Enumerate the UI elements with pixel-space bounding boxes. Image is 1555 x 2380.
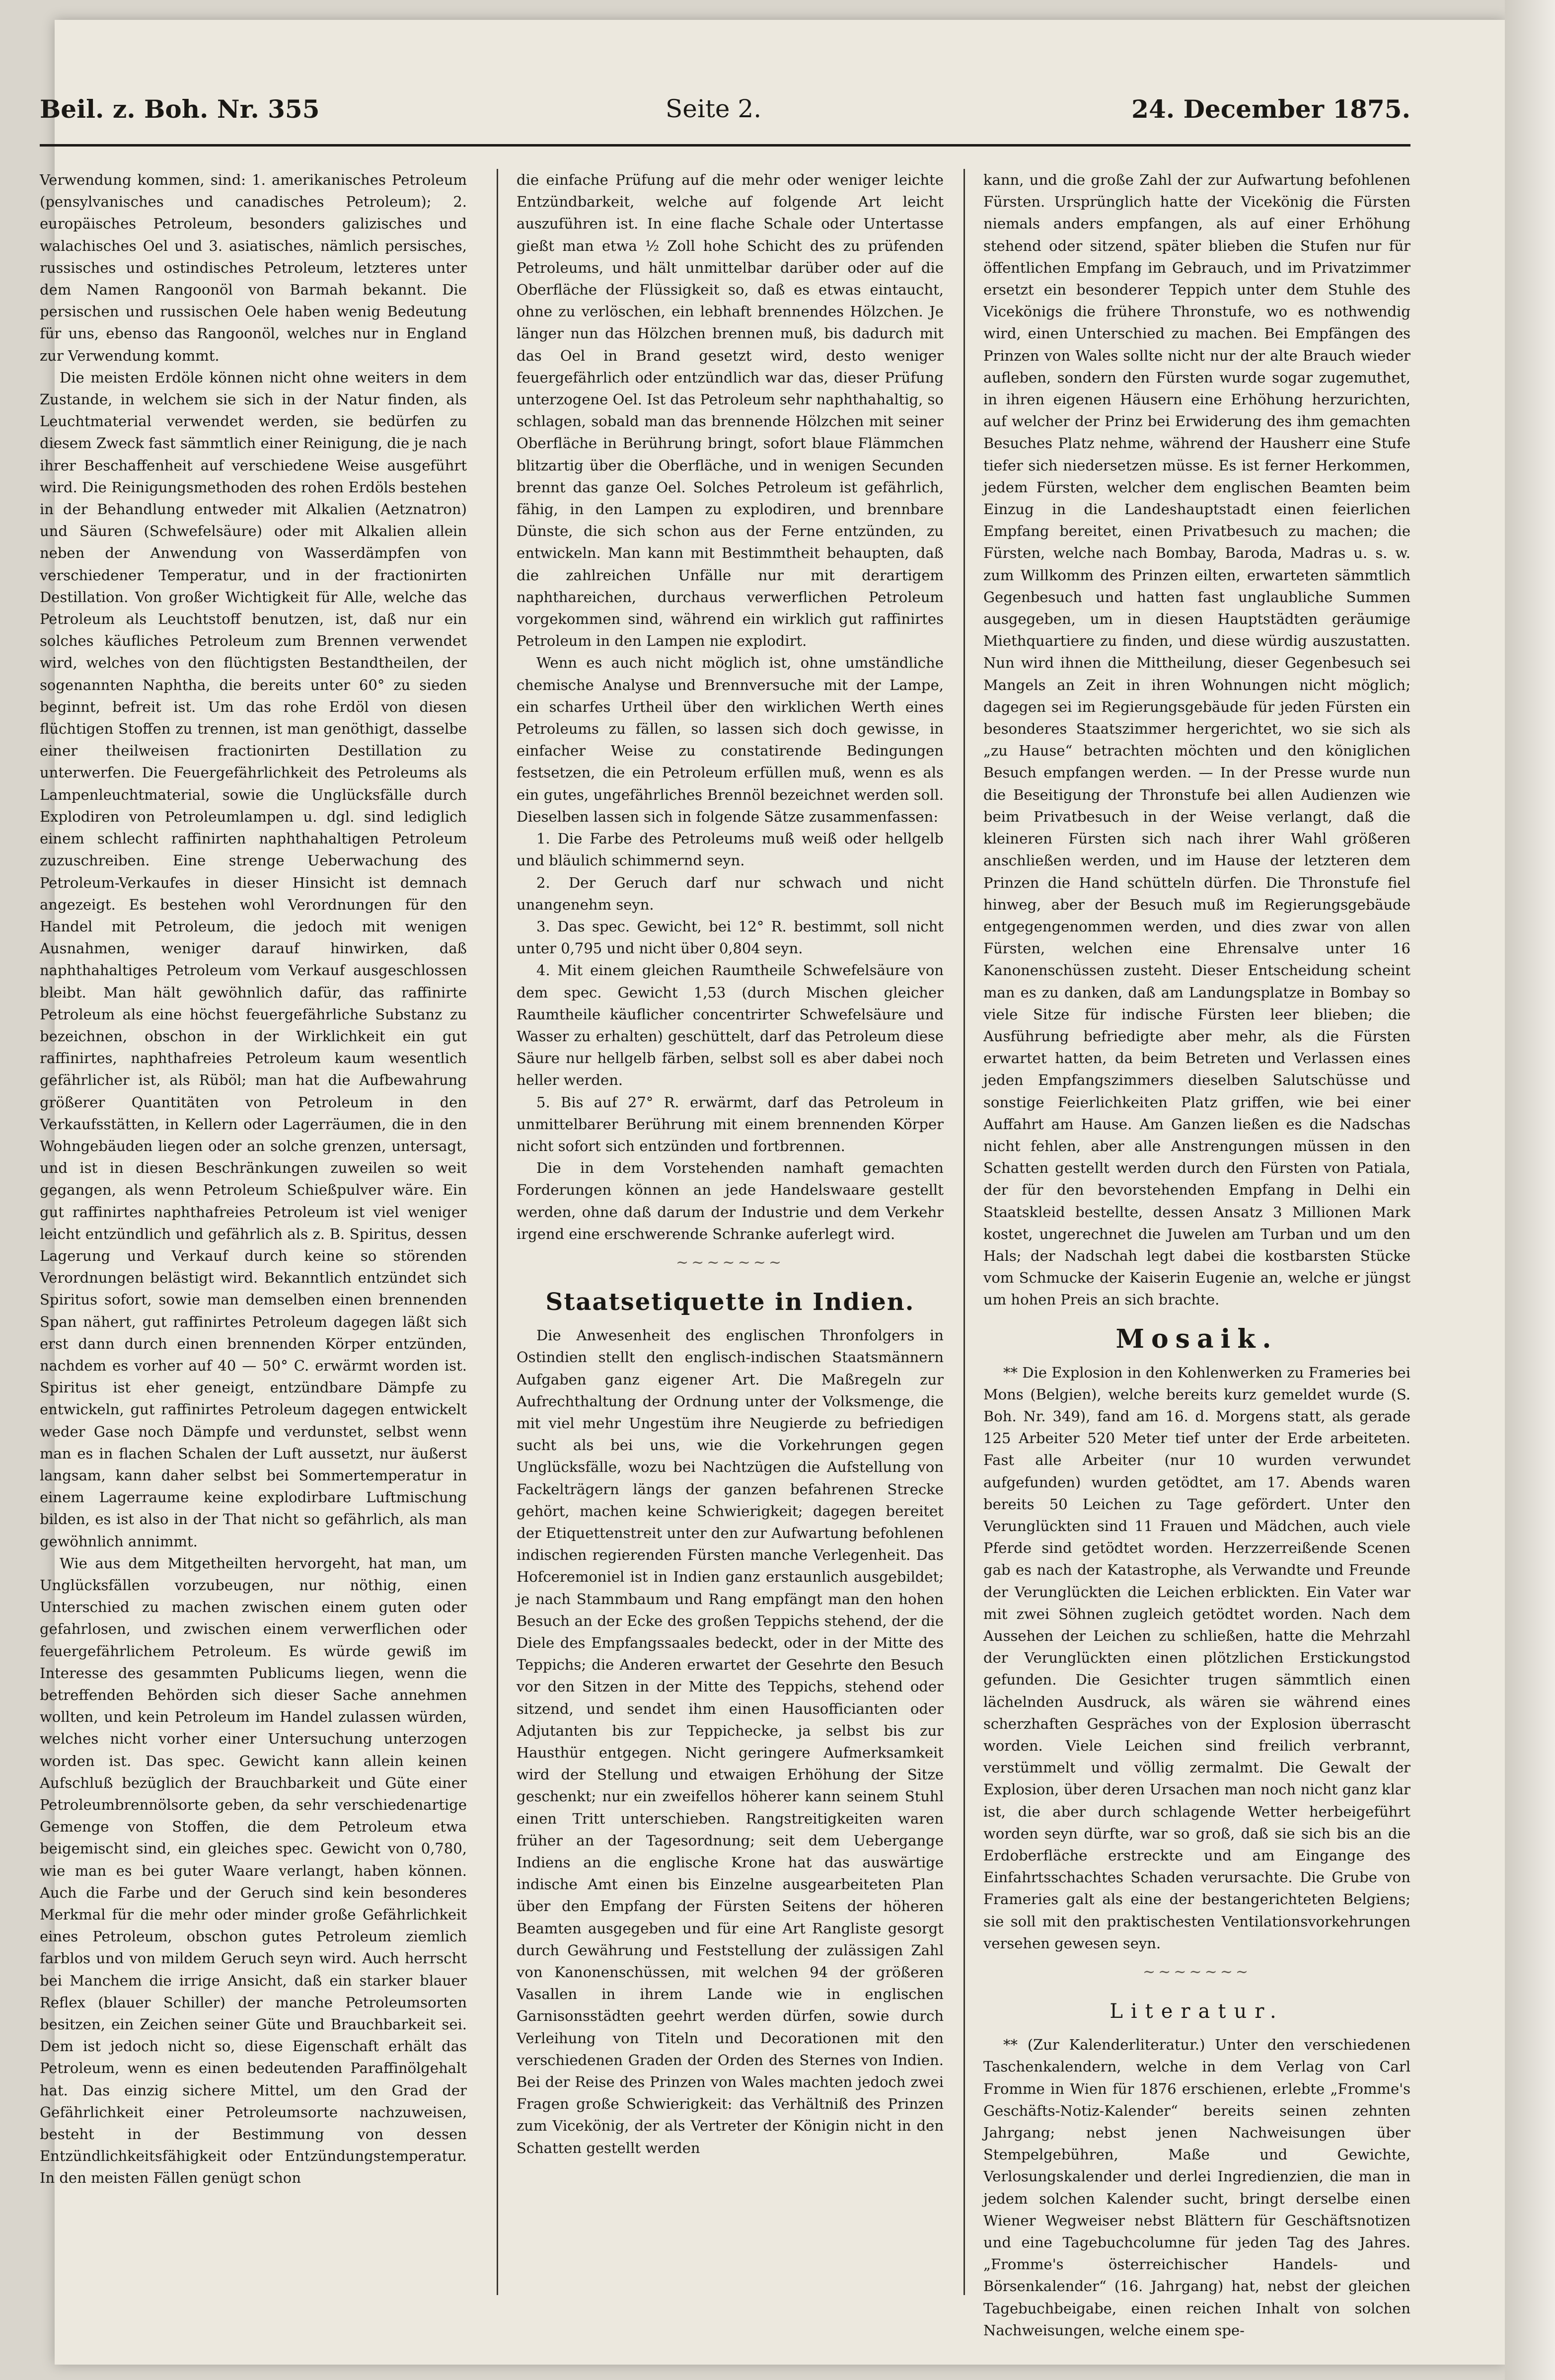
- article-paragraph: ** Die Explosion in den Kohlenwerken zu Frameries bei Mons (Belgien), welche bereits kurz gemeldet wurde (S. Boh. Nr. 349), fand am 16. d. Morgens statt, als gerade 125 Arbeiter 520 Meter tief unter der Erde arbeiteten. Fast alle Arbeiter (nur 10 wurden verwundet aufgefunden) wurden getödtet, am 17. Abends waren bereits 50 Leichen zu Tage gefördert. Unter den Verunglückten sind 11 Frauen und Mädchen, auch viele Pferde sind getödtet worden. Herzzerreißende Scenen gab es nach der Katastrophe, als Verwandte und Freunde der Verunglückten die Leichen erblickten. Ein Vater war mit zwei Söhnen zugleich getödtet worden. Nach dem Aussehen der Leichen zu schließen, hatte die Mehrzahl der Verunglückten einen plötzlichen Erstickungstod gefunden. Die Gesichter trugen sämmtlich einen lächelnden Ausdruck, als wären sie während eines scherzhaften Gespräches von der Explosion überrascht worden. Viele Leichen sind freilich verbrannt, verstümmelt und völlig zermalmt. Die Gewalt der Explosion, über deren Ursachen man noch nicht ganz klar ist, die aber durch schlagende Wetter herbeigeführt worden seyn dürfte, war so groß, daß sie sich bis an die Erdoberfläche erstreckte und am Eingange des Einfahrtsschachtes Schaden verursachte. Die Grube von Frameries galt als eine der bestangerichteten Belgiens; sie soll mit den praktischesten Ventilationsvorkehrungen versehen gewesen seyn.: [983, 1364, 1410, 1952]
- page-number: Seite 2.: [666, 94, 762, 123]
- section-ornament: ~~~~~~~: [1143, 1963, 1251, 1981]
- article-paragraph: Verwendung kommen, sind: 1. amerikanisches Petroleum (pensylvanisches und canadisches Petroleum); 2. europäisches Petroleum, besonders galizisches und walachisches Oel und 3. asiatisches, nämlich persisches, russisches und ostindisches Petroleum, letzteres unter dem Namen Rangoonöl von Barmah bekannt. Die persischen und russischen Oele haben wenig Bedeutung für uns, ebenso das Rangoonöl, welches nur in England zur Verwendung kommt.: [40, 171, 467, 364]
- column-3: [983, 169, 1410, 2339]
- article-paragraph: Wenn es auch nicht möglich ist, ohne umständliche chemische Analyse und Brennversuche mit der Lampe, ein scharfes Urtheil über den wirklichen Werth eines Petroleums zu fällen, so lassen sich doch gewisse, in einfacher Weise zu constatirende Bedingungen festsetzen, die ein Petroleum erfüllen muß, wenn es als ein gutes, ungefährliches Brennöl bezeichnet werden soll. Dieselben lassen sich in folgende Sätze zusammenfassen:: [517, 654, 944, 825]
- article-paragraph: kann, und die große Zahl der zur Aufwartung befohlenen Fürsten. Ursprünglich hatte der Vicekönig die Fürsten niemals anders empfangen, als auf einer Erhöhung stehend oder sitzend, später blieben die Stufen nur für öffentlichen Empfang im Gebrauch, und im Privatzimmer ersetzt ein besonderer Teppich unter dem Stuhle des Vicekönigs die frühere Thronstufe, wo es nothwendig wird, einen Unterschied zu machen. Bei Empfängen des Prinzen von Wales sollte nicht nur der alte Brauch wieder aufleben, sondern den Fürsten wurde sogar zugemuthet, in ihren eigenen Häusern eine Erhöhung herzurichten, auf welcher der Prinz bei Erwiderung des ihm gemachten Besuches Platz nehme, während der Hausherr eine Stufe tiefer sich niedersetzen müsse. Es ist ferner Herkommen, jedem Fürsten, welcher dem englischen Beamten beim Einzug in die Landeshauptstadt einen feierlichen Empfang bereitet, einen Privatbesuch zu machen; die Fürsten, welche nach Bombay, Baroda, Madras u. s. w. zum Willkomm des Prinzen eilten, erwarteten sämmtlich Gegenbesuch und hatten fast unglaubliche Summen ausgegeben, um in diesen Hauptstädten geräumige Miethquartiere zu finden, und diese würdig auszustatten. Nun wird ihnen die Mittheilung, dieser Gegenbesuch sei Mangels an Zeit in ihren Wohnungen nicht möglich; dagegen sei im Regierungsgebäude für jeden Fürsten ein besonderes Staatszimmer hergerichtet, wo sie sich als „zu Hause“ betrachten möchten und den königlichen Besuch empfangen werden. — In der Presse wurde nun die Beseitigung der Thronstufe bei allen Audienzen wie beim Privatbesuch in der Weise verlangt, daß die kleineren Fürsten sich nach ihrer Wahl größeren anschließen werden, und im Hause der letzteren dem Prinzen die Hand schütteln dürfen. Die Thronstufe fiel hinweg, aber der Besuch muß im Regierungsgebäude entgegengenommen werden, und dies zwar von allen Fürsten, welchen eine Ehrensalve unter 16 Kanonenschüssen zusteht. Dieser Entscheidung scheint man es zu danken, daß am Landungsplatze in Bombay so viele Sitze für indische Fürsten leer blieben; die Ausführung befriedigte aber mehr, als die Fürsten erwartet hatten, da beim Betreten und Verlassen eines jeden Empfangszimmers dieselben Salutschüsse und sonstige Feierlichkeiten Platz griffen, wie bei einer Auffahrt am Hause. Am Ganzen ließen es die Nadschas nicht fehlen, aber alle Anstrengungen müssen in den Schatten gestellt werden durch den Fürsten von Patiala, der für den bevorstehenden Empfang in Delhi ein Staatskleid bestellte, dessen Ansatz 3 Millionen Mark kostet, ungerechnet die Juwelen am Turban und um den Hals; der Nadschah legt dabei die kostbarsten Stücke vom Schmucke der Kaiserin Eugenie an, welche er jüngst um hohen Preis an sich brachte.: [983, 171, 1410, 1308]
- list-item: 1. Die Farbe des Petroleums muß weiß oder hellgelb und bläulich schimmernd seyn.: [517, 830, 944, 869]
- article-paragraph: die einfache Prüfung auf die mehr oder weniger leichte Entzündbarkeit, welche auf folgende Art leicht auszuführen ist. In eine flache Schale oder Untertasse gießt man etwa ½ Zoll hohe Schicht des zu prüfenden Petroleums, und hält unmittelbar darüber oder auf die Oberfläche der Flüssigkeit so, daß es etwas eintaucht, ohne zu verlöschen, ein lebhaft brennendes Hölzchen. Je länger nun das Hölzchen brennen muß, bis dadurch mit das Oel in Brand gesetzt wird, desto weniger feuergefährlich oder entzündlich war das, dieser Prüfung unterzogene Oel. Ist das Petroleum sehr naphthahaltig, so schlagen, sobald man das brennende Hölzchen mit seiner Oberfläche in Berührung bringt, sofort blaue Flämmchen blitzartig über die Oberfläche, und in wenigen Secunden brennt das ganze Oel. Solches Petroleum ist gefährlich, fähig, in den Lampen zu explodiren, und brennbare Dünste, die sich schon aus der Ferne entzünden, zu entwickeln. Man kann mit Bestimmtheit behaupten, daß die zahlreichen Unfälle nur mit derartigem naphthareichen, durchaus verwerflichen Petroleum vorgekommen sind, während ein wirklich gut raffinirtes Petroleum in den Lampen nie explodirt.: [517, 171, 944, 650]
- supplement-label: Beil. z. Boh. Nr. 355: [40, 94, 320, 124]
- list-item: 4. Mit einem gleichen Raumtheile Schwefelsäure von dem spec. Gewicht 1,53 (durch Mischen gleicher Raumtheile käuflicher concentrirter Schwefelsäure und Wasser zu erhalten) geschüttelt, darf das Petroleum diese Säure nur hellgelb färben, selbst soll es aber dabei noch heller werden.: [517, 962, 944, 1089]
- column-divider: [497, 169, 498, 2295]
- requirements-list: [517, 828, 944, 1157]
- column-1: [40, 169, 467, 2305]
- column-2: [517, 169, 944, 2305]
- issue-date: 24. December 1875.: [1131, 94, 1410, 124]
- list-item: 2. Der Geruch darf nur schwach und nicht unangenehm seyn.: [517, 874, 944, 913]
- article-paragraph: Wie aus dem Mitgetheilten hervorgeht, hat man, um Unglücksfällen vorzubeugen, nur nöthig, einen Unterschied zu machen zwischen einem guten oder gefahrlosen, und zwischen einem verwerflichen oder feuergefährlichem Petroleum. Es würde gewiß im Interesse des gesammten Publicums liegen, wenn die betreffenden Behörden sich dieser Sache annehmen wollten, und kein Petroleum im Handel zulassen würden, welches nicht vorher einer Untersuchung unterzogen worden ist. Das spec. Gewicht kann allein keinen Aufschluß bezüglich der Brauchbarkeit und Güte einer Petroleumbrennölsorte geben, da sehr verschiedenartige Gemenge von Stoffen, die dem Petroleum etwa beigemischt sind, ein gleiches spec. Gewicht von 0,780, wie man es bei guter Waare verlangt, haben können. Auch die Farbe und der Geruch sind kein besonderes Merkmal für die mehr oder minder große Gefährlichkeit eines Petroleum, obschon gutes Petroleum ziemlich farblos und von mildem Geruch seyn wird. Auch herrscht bei Manchem die irrige Ansicht, daß ein starker blauer Reflex (blauer Schiller) der manche Petroleumsorten besitzen, ein Zeichen seiner Güte und Brauchbarkeit sei. Dem ist jedoch nicht so, diese Eigenschaft erhält das Petroleum, wenn es einen bedeutenden Paraffinölgehalt hat. Das einzig sichere Mittel, um den Grad der Gefährlichkeit einer Petroleumsorte nachzuweisen, besteht in der Bestimmung von dessen Entzündlichkeitsfähigkeit oder Entzündungstemperatur. In den meisten Fällen genügt schon: [40, 1554, 467, 2187]
- section-title-mosaik: Mosaik.: [1115, 1323, 1278, 1354]
- section-ornament: ~~~~~~~: [676, 1253, 784, 1271]
- section-title-staatsetiquette: Staatsetiquette in Indien.: [545, 1288, 915, 1316]
- page-header: [40, 94, 1410, 134]
- header-rule: [40, 144, 1410, 147]
- list-item: 3. Das spec. Gewicht, bei 12° R. bestimmt, soll nicht unter 0,795 und nicht über 0,804 seyn.: [517, 918, 944, 957]
- section-title-literatur: Literatur.: [1110, 2000, 1284, 2023]
- article-paragraph: ** (Zur Kalenderliteratur.) Unter den verschiedenen Taschenkalendern, welche in dem Verlag von Carl Fromme in Wien für 1876 erschienen, erlebte „Fromme's Geschäfts-Notiz-Kalender“ bereits seinen zehnten Jahrgang; nebst jenen Nachweisungen über Stempelgebühren, Maße und Gewichte, Verlosungskalender und derlei Ingredienzien, die man in jedem solchen Kalender sucht, bringt derselbe einen Wiener Wegweiser nebst Blättern für Geschäftsnotizen und eine Tagebuchcolumne für jeden Tag des Jahres. „Fromme's österreichischer Handels- und Börsenkalender“ (16. Jahrgang) hat, nebst der gleichen Tagebuchbeigabe, einen reichen Inhalt von solchen Nachweisungen, welche einem spe-: [983, 2036, 1410, 2339]
- article-paragraph: Die Anwesenheit des englischen Thronfolgers in Ostindien stellt den englisch-indischen Staatsmännern Aufgaben ganz eigener Art. Die Maßregeln zur Aufrechthaltung der Ordnung unter der Volksmenge, die mit viel mehr Ungestüm ihre Neugierde zu befriedigen sucht als bei uns, wie die Vorkehrungen gegen Unglücksfälle, wozu bei Nachtzügen die Aufstellung von Fackelträgern längs der ganzen befahrenen Strecke gehört, machen keine Schwierigkeit; dagegen bereitet der Etiquettenstreit unter den zur Aufwartung befohlenen indischen regierenden Fürsten manche Verlegenheit. Das Hofceremoniel ist in Indien ganz erstaunlich ausgebildet; je nach Stammbaum und Rang empfängt man den hohen Besuch an der Ecke des großen Teppichs stehend, der die Diele des Empfangssaales bedeckt, oder in der Mitte des Teppichs; die Anderen erwartet der Gesehrte den Besuch vor den Sitzen in der Mitte des Teppichs, stehend oder sitzend, und sendet ihm einen Hausofficianten oder Adjutanten bis zur Teppichecke, ja selbst bis zur Hausthür entgegen. Nicht geringere Aufmerksamkeit wird der Stellung und etwaigen Erhöhung der Sitze geschenkt; nur ein zweifellos höherer kann seinem Stuhl einen Tritt unterschieben. Rangstreitigkeiten waren früher an der Tagesordnung; seit dem Uebergange Indiens an die englische Krone hat das auswärtige indische Amt einen bis Einzelne ausgearbeiteten Plan über den Empfang der Fürsten Seitens der höheren Beamten ausgegeben und für eine Art Rangliste gesorgt durch Gewährung und Feststellung der zulässigen Zahl von Kanonenschüssen, mit welchen 94 der größeren Vasallen in ihrem Lande wie in englischen Garnisonsstädten geehrt werden dürfen, sowie durch Verleihung von Titeln und Decorationen mit den verschiedenen Graden der Orden des Sternes von Indien. Bei der Reise des Prinzen von Wales machten jedoch zwei Fragen große Schwierigkeit: das Verhältniß des Prinzen zum Vicekönig, der als Vertreter der Königin nicht in den Schatten gestellt werden: [517, 1327, 944, 2156]
- article-paragraph: Die in dem Vorstehenden namhaft gemachten Forderungen können an jede Handelswaare gestellt werden, ohne daß darum der Industrie und dem Verkehr irgend eine erschwerende Schranke auferlegt wird.: [517, 1159, 944, 1242]
- column-divider: [963, 169, 965, 2295]
- page-edge-shadow: [1505, 0, 1555, 2380]
- article-paragraph: Die meisten Erdöle können nicht ohne weiters in dem Zustande, in welchem sie sich in der Natur finden, als Leuchtmaterial verwendet werden, sie bedürfen zu diesem Zweck fast sämmtlich einer Reinigung, die je nach ihrer Beschaffenheit auf verschiedene Weise ausgeführt wird. Die Reinigungsmethoden des rohen Erdöls bestehen in der Behandlung entweder mit Alkalien (Aetznatron) und Säuren (Schwefelsäure) oder mit Alkalien allein neben der Anwendung von Wasserdämpfen von verschiedener Temperatur, und in der fractionirten Destillation. Von großer Wichtigkeit für Alle, welche das Petroleum als Leuchtstoff benutzen, ist, daß nur ein solches käufliches Petroleum zum Brennen verwendet wird, welches von den flüchtigsten Bestandtheilen, der sogenannten Naphtha, die bereits unter 60° zu sieden beginnt, befreit ist. Um das rohe Erdöl von diesen flüchtigen Stoffen zu trennen, ist man genöthigt, dasselbe einer theilweisen fractionirten Destillation zu unterwerfen. Die Feuergefährlichkeit des Petroleums als Lampenleuchtmaterial, sowie die Unglücksfälle durch Explodiren von Petroleumlampen u. dgl. sind lediglich einem schlecht raffinirten naphthahaltigen Petroleum zuzuschreiben. Eine strenge Ueberwachung des Petroleum-Verkaufes in dieser Hinsicht ist demnach angezeigt. Es bestehen wohl Verordnungen für den Handel mit Petroleum, die jedoch mit wenigen Ausnahmen, weniger darauf hinwirken, daß naphthahaltiges Petroleum vom Verkauf ausgeschlossen bleibt. Man hält gewöhnlich dafür, das raffinirte Petroleum als eine höchst feuergefährliche Substanz zu bezeichnen, obschon in der Wirklichkeit ein gut raffinirtes, naphthafreies Petroleum kaum wesentlich gefährlicher ist, als Rüböl; man hat die Aufbewahrung größerer Quantitäten von Petroleum in den Verkaufsstätten, in Kellern oder Lagerräumen, die in den Wohngebäuden liegen oder an solche grenzen, untersagt, und ist in diesen Beschränkungen zuweilen so weit gegangen, als wenn Petroleum Schießpulver wäre. Ein gut raffinirtes naphthafreies Petroleum ist viel weniger leicht entzündlich und gefährlich als z. B. Spiritus, dessen Lagerung und Verkauf durch keine so störenden Verordnungen belästigt wird. Bekanntlich entzündet sich Spiritus sofort, sowie man demselben einen brennenden Span nähert, gut raffinirtes Petroleum dagegen läßt sich erst dann durch einen brennenden Körper entzünden, nachdem es vorher auf 40 — 50° C. erwärmt worden ist. Spiritus ist eher geneigt, entzündbare Dämpfe zu entwickeln, gut raffinirtes Petroleum dagegen entwickelt weder Gase noch Dämpfe und verdunstet, selbst wenn man es in flachen Schalen der Luft aussetzt, nur äußerst langsam, kann daher selbst bei Sommertemperatur in einem Lagerraume keine explodirbare Luftmischung bilden, es ist also in der That nicht so gefährlich, als man gewöhnlich annimmt.: [40, 369, 467, 1550]
- list-item: 5. Bis auf 27° R. erwärmt, darf das Petroleum in unmittelbarer Berührung mit einem brennenden Körper nicht sofort sich entzünden und fortbrennen.: [517, 1093, 944, 1154]
